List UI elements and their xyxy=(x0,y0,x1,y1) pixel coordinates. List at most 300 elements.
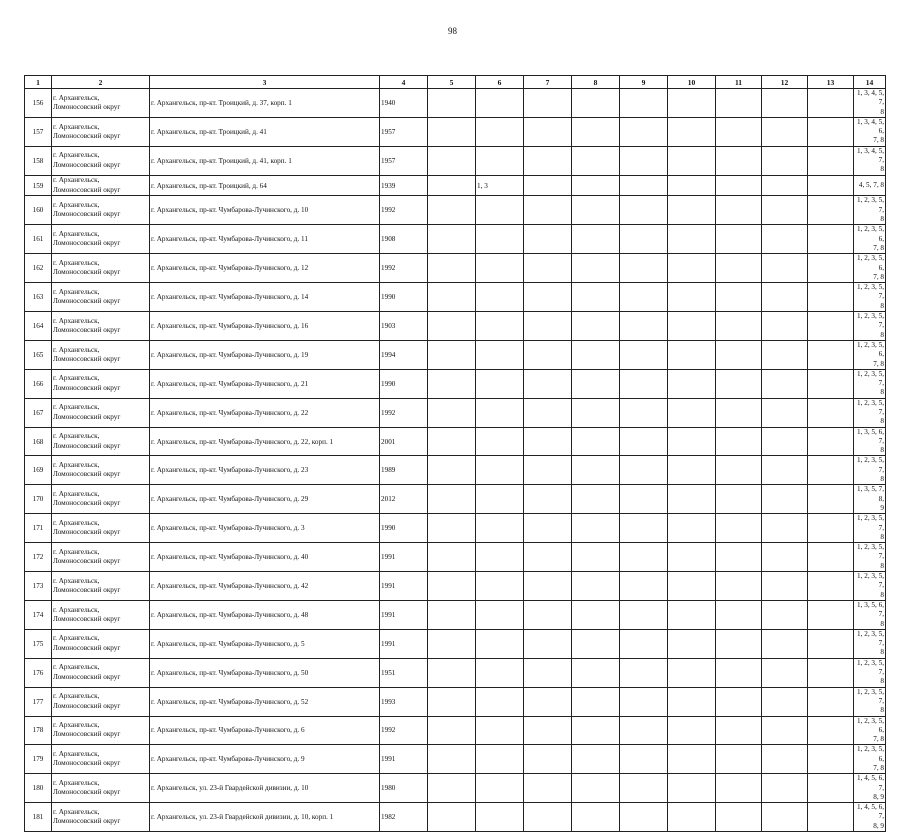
address-cell: г. Архангельск, пр-кт. Троицкий, д. 64 xyxy=(150,175,380,196)
empty-cell xyxy=(668,745,716,774)
empty-cell xyxy=(716,572,762,601)
empty-cell xyxy=(524,225,572,254)
empty-cell xyxy=(762,175,808,196)
empty-cell xyxy=(620,543,668,572)
empty-cell xyxy=(572,485,620,514)
column-14-cell: 1, 2, 3, 5, 7, 8 xyxy=(854,456,886,485)
empty-cell xyxy=(762,629,808,658)
year-cell: 1990 xyxy=(380,369,428,398)
empty-cell xyxy=(620,514,668,543)
empty-cell xyxy=(808,146,854,175)
empty-cell xyxy=(620,283,668,312)
empty-cell xyxy=(716,340,762,369)
empty-cell xyxy=(668,543,716,572)
year-cell: 1991 xyxy=(380,629,428,658)
empty-cell xyxy=(762,369,808,398)
empty-cell xyxy=(808,196,854,225)
address-cell: г. Архангельск, ул. 23-й Гвардейской дивизии, д. 10, корп. 1 xyxy=(150,803,380,832)
row-number: 168 xyxy=(25,427,52,456)
column-6-cell xyxy=(476,117,524,146)
header-row xyxy=(25,76,886,89)
empty-cell xyxy=(762,312,808,341)
year-cell: 1992 xyxy=(380,254,428,283)
address-cell: г. Архангельск, пр-кт. Чумбарова-Лучинского, д. 12 xyxy=(150,254,380,283)
column-header: 13 xyxy=(808,76,854,89)
empty-cell xyxy=(524,340,572,369)
empty-cell xyxy=(620,427,668,456)
row-number: 159 xyxy=(25,175,52,196)
table-row xyxy=(25,572,886,601)
year-cell: 1992 xyxy=(380,398,428,427)
address-cell: г. Архангельск, пр-кт. Чумбарова-Лучинского, д. 40 xyxy=(150,543,380,572)
table-row xyxy=(25,175,886,196)
table-row xyxy=(25,514,886,543)
empty-cell xyxy=(716,716,762,745)
empty-cell xyxy=(716,600,762,629)
district-cell: г. Архангельск, Ломоносовский округ xyxy=(52,146,150,175)
column-6-cell xyxy=(476,745,524,774)
empty-cell xyxy=(762,340,808,369)
column-header: 10 xyxy=(668,76,716,89)
table-row xyxy=(25,254,886,283)
empty-cell xyxy=(668,89,716,118)
empty-cell xyxy=(668,485,716,514)
empty-cell xyxy=(428,369,476,398)
row-number: 162 xyxy=(25,254,52,283)
address-cell: г. Архангельск, пр-кт. Чумбарова-Лучинского, д. 11 xyxy=(150,225,380,254)
table-row xyxy=(25,774,886,803)
table-row xyxy=(25,485,886,514)
empty-cell xyxy=(668,117,716,146)
district-cell: г. Архангельск, Ломоносовский округ xyxy=(52,254,150,283)
column-6-cell xyxy=(476,254,524,283)
empty-cell xyxy=(428,225,476,254)
table-row xyxy=(25,456,886,485)
empty-cell xyxy=(762,117,808,146)
empty-cell xyxy=(716,89,762,118)
district-cell: г. Архангельск, Ломоносовский округ xyxy=(52,687,150,716)
empty-cell xyxy=(808,485,854,514)
column-header: 7 xyxy=(524,76,572,89)
empty-cell xyxy=(668,629,716,658)
empty-cell xyxy=(668,716,716,745)
district-cell: г. Архангельск, Ломоносовский округ xyxy=(52,774,150,803)
column-6-cell xyxy=(476,687,524,716)
empty-cell xyxy=(524,117,572,146)
year-cell: 1991 xyxy=(380,600,428,629)
empty-cell xyxy=(572,687,620,716)
empty-cell xyxy=(808,89,854,118)
empty-cell xyxy=(572,572,620,601)
empty-cell xyxy=(572,175,620,196)
district-cell: г. Архангельск, Ломоносовский округ xyxy=(52,89,150,118)
district-cell: г. Архангельск, Ломоносовский округ xyxy=(52,225,150,254)
empty-cell xyxy=(572,89,620,118)
table-row xyxy=(25,146,886,175)
empty-cell xyxy=(716,196,762,225)
district-cell: г. Архангельск, Ломоносовский округ xyxy=(52,456,150,485)
column-6-cell xyxy=(476,456,524,485)
empty-cell xyxy=(428,629,476,658)
empty-cell xyxy=(668,146,716,175)
empty-cell xyxy=(620,774,668,803)
empty-cell xyxy=(524,175,572,196)
empty-cell xyxy=(572,658,620,687)
address-cell: г. Архангельск, пр-кт. Чумбарова-Лучинского, д. 5 xyxy=(150,629,380,658)
empty-cell xyxy=(524,774,572,803)
empty-cell xyxy=(762,89,808,118)
year-cell: 1980 xyxy=(380,774,428,803)
empty-cell xyxy=(762,543,808,572)
column-6-cell: 1, 3 xyxy=(476,175,524,196)
column-14-cell: 1, 2, 3, 5, 6, 7, 8 xyxy=(854,254,886,283)
empty-cell xyxy=(620,572,668,601)
column-14-cell: 1, 2, 3, 5, 7, 8 xyxy=(854,572,886,601)
empty-cell xyxy=(524,427,572,456)
year-cell: 1957 xyxy=(380,146,428,175)
empty-cell xyxy=(524,514,572,543)
year-cell: 1993 xyxy=(380,687,428,716)
empty-cell xyxy=(716,803,762,832)
empty-cell xyxy=(808,225,854,254)
empty-cell xyxy=(620,687,668,716)
empty-cell xyxy=(524,687,572,716)
row-number: 160 xyxy=(25,196,52,225)
district-cell: г. Архангельск, Ломоносовский округ xyxy=(52,283,150,312)
row-number: 156 xyxy=(25,89,52,118)
year-cell: 2012 xyxy=(380,485,428,514)
empty-cell xyxy=(620,196,668,225)
empty-cell xyxy=(524,312,572,341)
empty-cell xyxy=(620,485,668,514)
column-14-cell: 1, 2, 3, 5, 7, 8 xyxy=(854,658,886,687)
empty-cell xyxy=(524,146,572,175)
district-cell: г. Архангельск, Ломоносовский округ xyxy=(52,485,150,514)
table-row xyxy=(25,312,886,341)
table-body xyxy=(25,89,886,832)
empty-cell xyxy=(762,572,808,601)
year-cell: 1989 xyxy=(380,456,428,485)
empty-cell xyxy=(716,312,762,341)
address-cell: г. Архангельск, пр-кт. Чумбарова-Лучинского, д. 10 xyxy=(150,196,380,225)
empty-cell xyxy=(808,427,854,456)
table-row xyxy=(25,196,886,225)
empty-cell xyxy=(620,658,668,687)
empty-cell xyxy=(808,312,854,341)
district-cell: г. Архангельск, Ломоносовский округ xyxy=(52,600,150,629)
year-cell: 1903 xyxy=(380,312,428,341)
empty-cell xyxy=(524,369,572,398)
empty-cell xyxy=(428,283,476,312)
year-cell: 1991 xyxy=(380,543,428,572)
empty-cell xyxy=(428,803,476,832)
empty-cell xyxy=(762,745,808,774)
empty-cell xyxy=(808,283,854,312)
column-14-cell: 1, 3, 5, 6, 7, 8 xyxy=(854,427,886,456)
year-cell: 1957 xyxy=(380,117,428,146)
year-cell: 1991 xyxy=(380,745,428,774)
column-6-cell xyxy=(476,312,524,341)
table-row xyxy=(25,89,886,118)
empty-cell xyxy=(524,629,572,658)
column-14-cell: 1, 3, 5, 7, 8, 9 xyxy=(854,485,886,514)
empty-cell xyxy=(808,687,854,716)
column-header: 14 xyxy=(854,76,886,89)
year-cell: 1990 xyxy=(380,283,428,312)
empty-cell xyxy=(808,803,854,832)
year-cell: 1992 xyxy=(380,716,428,745)
district-cell: г. Архангельск, Ломоносовский округ xyxy=(52,427,150,456)
column-14-cell: 1, 2, 3, 5, 6, 7, 8 xyxy=(854,716,886,745)
column-14-cell: 1, 2, 3, 5, 7, 8 xyxy=(854,629,886,658)
year-cell: 1992 xyxy=(380,196,428,225)
address-cell: г. Архангельск, пр-кт. Чумбарова-Лучинского, д. 22 xyxy=(150,398,380,427)
empty-cell xyxy=(620,254,668,283)
empty-cell xyxy=(620,600,668,629)
column-6-cell xyxy=(476,514,524,543)
district-cell: г. Архангельск, Ломоносовский округ xyxy=(52,196,150,225)
empty-cell xyxy=(524,196,572,225)
empty-cell xyxy=(808,629,854,658)
column-6-cell xyxy=(476,572,524,601)
column-header: 3 xyxy=(150,76,380,89)
table-row xyxy=(25,658,886,687)
empty-cell xyxy=(428,312,476,341)
column-14-cell: 1, 2, 3, 5, 6, 7, 8 xyxy=(854,340,886,369)
address-cell: г. Архангельск, пр-кт. Троицкий, д. 41 xyxy=(150,117,380,146)
empty-cell xyxy=(668,514,716,543)
address-cell: г. Архангельск, пр-кт. Чумбарова-Лучинского, д. 14 xyxy=(150,283,380,312)
row-number: 181 xyxy=(25,803,52,832)
row-number: 174 xyxy=(25,600,52,629)
empty-cell xyxy=(572,629,620,658)
empty-cell xyxy=(428,456,476,485)
address-cell: г. Архангельск, пр-кт. Чумбарова-Лучинского, д. 48 xyxy=(150,600,380,629)
empty-cell xyxy=(524,254,572,283)
year-cell: 1994 xyxy=(380,340,428,369)
column-6-cell xyxy=(476,485,524,514)
empty-cell xyxy=(428,196,476,225)
empty-cell xyxy=(716,687,762,716)
column-6-cell xyxy=(476,427,524,456)
empty-cell xyxy=(428,485,476,514)
address-cell: г. Архангельск, пр-кт. Чумбарова-Лучинского, д. 6 xyxy=(150,716,380,745)
column-header: 1 xyxy=(25,76,52,89)
empty-cell xyxy=(572,427,620,456)
empty-cell xyxy=(808,658,854,687)
empty-cell xyxy=(716,117,762,146)
empty-cell xyxy=(762,687,808,716)
empty-cell xyxy=(524,803,572,832)
district-cell: г. Архангельск, Ломоносовский округ xyxy=(52,340,150,369)
row-number: 177 xyxy=(25,687,52,716)
empty-cell xyxy=(572,196,620,225)
empty-cell xyxy=(808,369,854,398)
row-number: 164 xyxy=(25,312,52,341)
empty-cell xyxy=(668,687,716,716)
table-row xyxy=(25,687,886,716)
column-6-cell xyxy=(476,146,524,175)
empty-cell xyxy=(668,456,716,485)
empty-cell xyxy=(524,89,572,118)
empty-cell xyxy=(524,543,572,572)
district-cell: г. Архангельск, Ломоносовский округ xyxy=(52,514,150,543)
empty-cell xyxy=(428,716,476,745)
empty-cell xyxy=(428,572,476,601)
row-number: 165 xyxy=(25,340,52,369)
empty-cell xyxy=(716,398,762,427)
column-header: 4 xyxy=(380,76,428,89)
empty-cell xyxy=(716,514,762,543)
empty-cell xyxy=(762,803,808,832)
empty-cell xyxy=(716,629,762,658)
table-row xyxy=(25,543,886,572)
column-14-cell: 1, 2, 3, 5, 7, 8 xyxy=(854,283,886,312)
column-6-cell xyxy=(476,283,524,312)
empty-cell xyxy=(572,254,620,283)
empty-cell xyxy=(620,369,668,398)
empty-cell xyxy=(572,225,620,254)
address-cell: г. Архангельск, пр-кт. Троицкий, д. 37, корп. 1 xyxy=(150,89,380,118)
district-cell: г. Архангельск, Ломоносовский округ xyxy=(52,117,150,146)
empty-cell xyxy=(808,456,854,485)
address-cell: г. Архангельск, пр-кт. Чумбарова-Лучинского, д. 22, корп. 1 xyxy=(150,427,380,456)
empty-cell xyxy=(428,774,476,803)
table-row xyxy=(25,283,886,312)
empty-cell xyxy=(428,398,476,427)
row-number: 179 xyxy=(25,745,52,774)
column-header: 6 xyxy=(476,76,524,89)
empty-cell xyxy=(620,175,668,196)
empty-cell xyxy=(620,398,668,427)
row-number: 169 xyxy=(25,456,52,485)
empty-cell xyxy=(668,600,716,629)
address-cell: г. Архангельск, пр-кт. Чумбарова-Лучинского, д. 16 xyxy=(150,312,380,341)
row-number: 176 xyxy=(25,658,52,687)
column-14-cell: 1, 3, 4, 5, 6, 7, 8 xyxy=(854,117,886,146)
empty-cell xyxy=(428,745,476,774)
empty-cell xyxy=(808,572,854,601)
empty-cell xyxy=(620,312,668,341)
empty-cell xyxy=(620,340,668,369)
column-14-cell: 1, 3, 5, 6, 7, 8 xyxy=(854,600,886,629)
row-number: 175 xyxy=(25,629,52,658)
table-row xyxy=(25,117,886,146)
column-6-cell xyxy=(476,196,524,225)
empty-cell xyxy=(668,225,716,254)
district-cell: г. Архангельск, Ломоносовский округ xyxy=(52,175,150,196)
empty-cell xyxy=(668,369,716,398)
empty-cell xyxy=(572,117,620,146)
empty-cell xyxy=(428,89,476,118)
column-header: 2 xyxy=(52,76,150,89)
empty-cell xyxy=(808,514,854,543)
column-14-cell: 1, 2, 3, 5, 7, 8 xyxy=(854,687,886,716)
table-row xyxy=(25,716,886,745)
row-number: 167 xyxy=(25,398,52,427)
empty-cell xyxy=(428,514,476,543)
column-14-cell: 4, 5, 7, 8 xyxy=(854,175,886,196)
address-cell: г. Архангельск, пр-кт. Чумбарова-Лучинского, д. 3 xyxy=(150,514,380,543)
column-header: 8 xyxy=(572,76,620,89)
row-number: 163 xyxy=(25,283,52,312)
empty-cell xyxy=(808,398,854,427)
empty-cell xyxy=(428,658,476,687)
column-6-cell xyxy=(476,543,524,572)
empty-cell xyxy=(572,398,620,427)
row-number: 158 xyxy=(25,146,52,175)
empty-cell xyxy=(620,745,668,774)
empty-cell xyxy=(668,283,716,312)
empty-cell xyxy=(668,196,716,225)
table-row xyxy=(25,340,886,369)
empty-cell xyxy=(808,745,854,774)
column-header: 5 xyxy=(428,76,476,89)
column-14-cell: 1, 2, 3, 5, 7, 8 xyxy=(854,398,886,427)
district-cell: г. Архангельск, Ломоносовский округ xyxy=(52,543,150,572)
empty-cell xyxy=(762,485,808,514)
address-cell: г. Архангельск, пр-кт. Чумбарова-Лучинского, д. 9 xyxy=(150,745,380,774)
empty-cell xyxy=(762,254,808,283)
empty-cell xyxy=(428,254,476,283)
district-cell: г. Архангельск, Ломоносовский округ xyxy=(52,369,150,398)
column-6-cell xyxy=(476,89,524,118)
empty-cell xyxy=(524,456,572,485)
empty-cell xyxy=(572,312,620,341)
district-cell: г. Архангельск, Ломоносовский округ xyxy=(52,398,150,427)
empty-cell xyxy=(572,146,620,175)
column-header: 11 xyxy=(716,76,762,89)
column-6-cell xyxy=(476,658,524,687)
empty-cell xyxy=(572,456,620,485)
empty-cell xyxy=(524,745,572,774)
column-header: 9 xyxy=(620,76,668,89)
column-14-cell: 1, 2, 3, 5, 7, 8 xyxy=(854,312,886,341)
column-6-cell xyxy=(476,369,524,398)
empty-cell xyxy=(716,658,762,687)
column-6-cell xyxy=(476,340,524,369)
empty-cell xyxy=(620,629,668,658)
empty-cell xyxy=(668,658,716,687)
empty-cell xyxy=(716,427,762,456)
empty-cell xyxy=(524,658,572,687)
empty-cell xyxy=(668,803,716,832)
empty-cell xyxy=(808,716,854,745)
empty-cell xyxy=(716,254,762,283)
column-14-cell: 1, 2, 3, 5, 6, 7, 8 xyxy=(854,745,886,774)
district-cell: г. Архангельск, Ломоносовский округ xyxy=(52,803,150,832)
column-6-cell xyxy=(476,716,524,745)
column-14-cell: 1, 2, 3, 5, 6, 7, 8 xyxy=(854,225,886,254)
address-cell: г. Архангельск, пр-кт. Чумбарова-Лучинского, д. 42 xyxy=(150,572,380,601)
table-row xyxy=(25,427,886,456)
empty-cell xyxy=(762,658,808,687)
column-14-cell: 1, 2, 3, 5, 7, 8 xyxy=(854,543,886,572)
empty-cell xyxy=(428,427,476,456)
empty-cell xyxy=(808,254,854,283)
housing-register-table xyxy=(24,75,886,832)
empty-cell xyxy=(572,514,620,543)
address-cell: г. Архангельск, ул. 23-й Гвардейской дивизии, д. 10 xyxy=(150,774,380,803)
empty-cell xyxy=(428,175,476,196)
district-cell: г. Архангельск, Ломоносовский округ xyxy=(52,716,150,745)
empty-cell xyxy=(716,369,762,398)
empty-cell xyxy=(762,427,808,456)
empty-cell xyxy=(620,117,668,146)
empty-cell xyxy=(762,774,808,803)
empty-cell xyxy=(716,485,762,514)
row-number: 178 xyxy=(25,716,52,745)
